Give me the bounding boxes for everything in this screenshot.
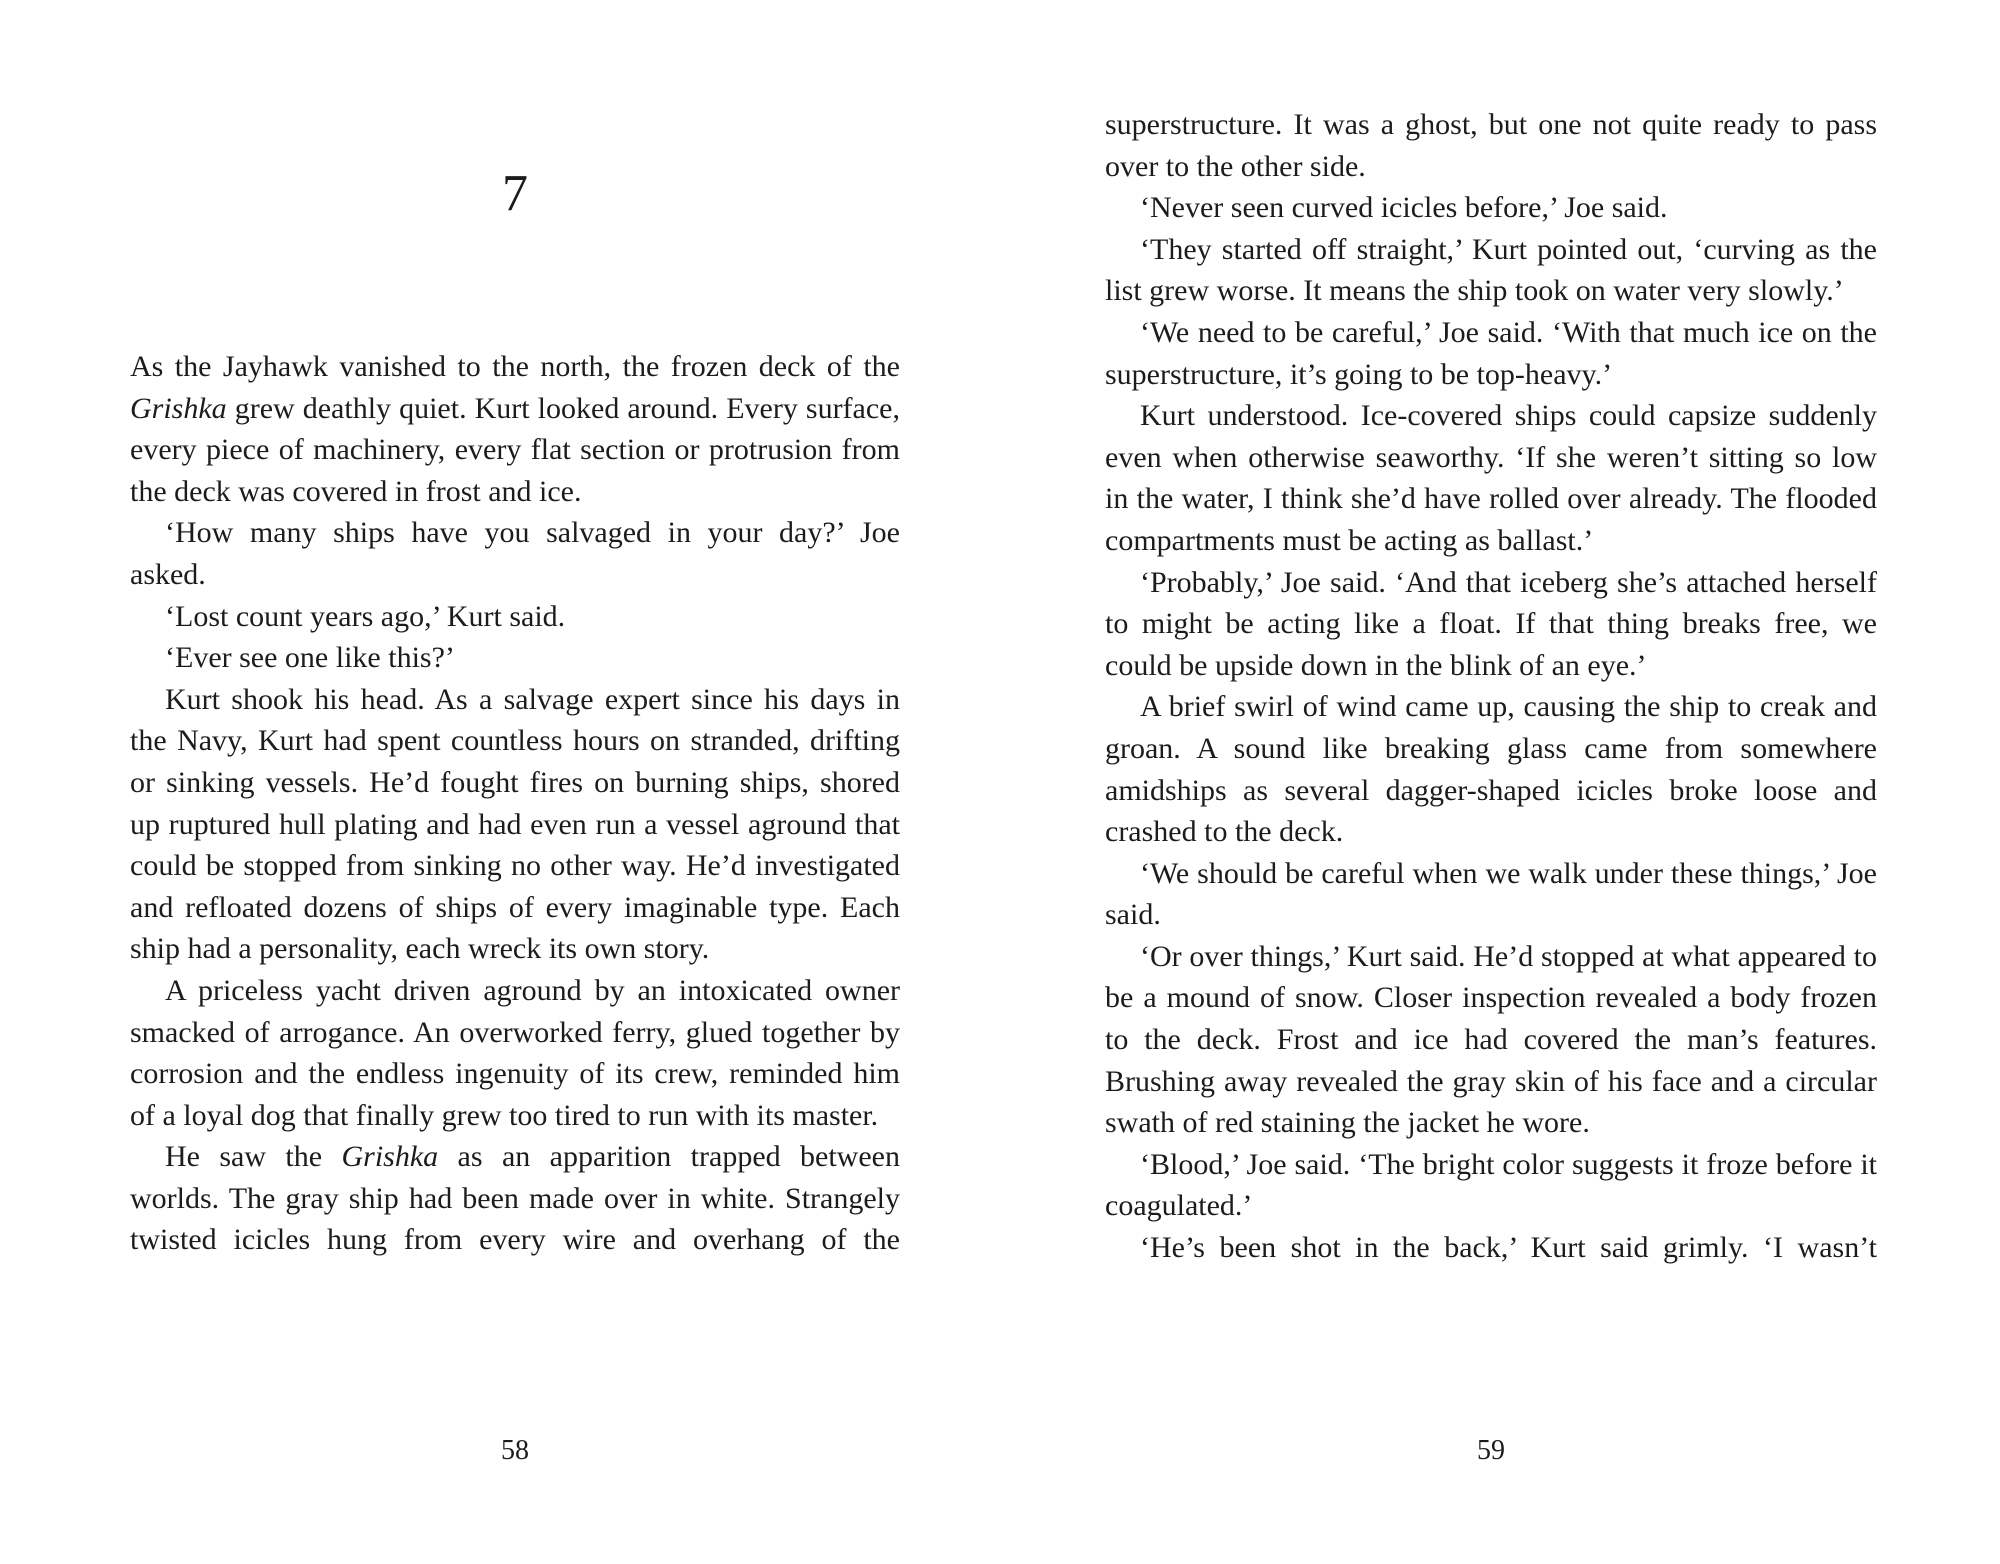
right-page (1105, 0, 1877, 1564)
paragraph: ‘Or over things,’ Kurt said. He’d stopped at what appeared to be a mound of snow. Closer inspection revealed a body frozen to the deck. Frost and ice had covered the man’s features. Brushing away revealed the gray skin of his face and a circular swath of red staining the jacket he wore. (1105, 939, 1877, 1140)
left-page (130, 0, 900, 1564)
paragraph: ‘Lost count years ago,’ Kurt said. (165, 599, 566, 633)
paragraph: ‘They started off straight,’ Kurt pointed out, ‘curving as the list grew worse. It means the ship took on water very slowly.’ (1105, 232, 1877, 308)
paragraph: ‘Probably,’ Joe said. ‘And that iceberg she’s attached herself to might be acting like a float. If that thing breaks free, we could be upside down in the blink of an eye.’ (1105, 565, 1877, 682)
paragraph: ‘We need to be careful,’ Joe said. ‘With that much ice on the superstructure, it’s going to be top-heavy.’ (1105, 315, 1877, 391)
paragraph: ‘Ever see one like this?’ (165, 641, 455, 675)
left-page-body (130, 346, 900, 1261)
page-number: 59 (1477, 1435, 1505, 1466)
paragraph: ‘Blood,’ Joe said. ‘The bright color suggests it froze before it coagulated.’ (1105, 1147, 1877, 1223)
paragraph: Kurt shook his head. As a salvage expert since his days in the Navy, Kurt had spent countless hours on stranded, drifting or sinking vessels. He’d fought fires on burning ships, shored up ruptured hull plating and had even run a vessel aground that could be stopped from sinking no other way. He’d investigated and refloated dozens of ships of every imaginable type. Each ship had a personality, each wreck its own story. (130, 682, 900, 966)
paragraph: ‘We should be careful when we walk under these things,’ Joe said. (1105, 856, 1877, 932)
paragraph: He saw the Grishka as an apparition trapped between worlds. The gray ship had been made over in white. Strangely twisted icicles hung from every wire and overhang of the (130, 1140, 900, 1257)
right-page-body (1105, 104, 1877, 1269)
ship-name: Grishka (130, 391, 227, 425)
paragraph: ‘How many ships have you salvaged in your day?’ Joe asked. (130, 516, 900, 591)
paragraph: A priceless yacht driven aground by an intoxicated owner smacked of arrogance. An overworked ferry, glued together by corrosion and the endless ingenuity of its crew, reminded him of a loyal dog that finally grew too tired to run with its master. (130, 973, 900, 1132)
ship-name: Grishka (341, 1140, 439, 1174)
paragraph: ‘Never seen curved icicles before,’ Joe said. (1140, 191, 1668, 225)
paragraph: ‘He’s been shot in the back,’ Kurt said grimly. ‘I wasn’t (1140, 1231, 1877, 1265)
paragraph: superstructure. It was a ghost, but one not quite ready to pass over to the other side. (1105, 108, 1877, 183)
page-number: 58 (501, 1435, 529, 1466)
paragraph: A brief swirl of wind came up, causing the ship to creak and groan. A sound like breaking glass came from somewhere amidships as several dagger-shaped icicles broke loose and crashed to the deck. (1105, 690, 1877, 849)
paragraph: As the Jayhawk vanished to the north, the frozen deck of the Grishka grew deathly quiet. Kurt looked around. Every surface, every piece of machinery, every flat section or protrusion from the deck was covered in frost and ice. (130, 350, 900, 508)
paragraph: Kurt understood. Ice-covered ships could capsize suddenly even when otherwise seaworthy. ‘If she weren’t sitting so low in the water, I think she’d have rolled over already. The flooded compartments must be acting as ballast.’ (1105, 399, 1877, 557)
chapter-number: 7 (502, 165, 528, 222)
